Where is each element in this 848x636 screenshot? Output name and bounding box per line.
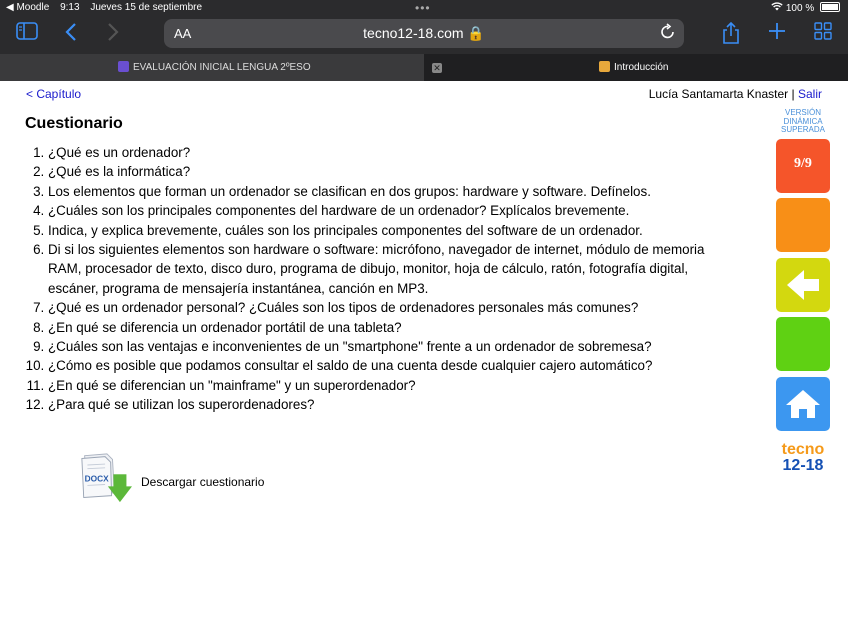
reload-icon[interactable] [660,23,676,46]
question-item: 7. ¿Qué es un ordenador personal? ¿Cuáles son los tipos de ordenadores personales más comunes? [48,298,738,317]
chapter-back-link[interactable]: < Capítulo [26,87,82,101]
question-list [25,143,738,415]
green-nav-button[interactable] [776,317,830,371]
new-tab-icon[interactable] [764,22,790,46]
page-title: Cuestionario [25,115,123,132]
user-info [649,87,822,101]
address-bar[interactable] [164,19,684,48]
version-line: SUPERADA [780,125,825,134]
tab-bar [0,54,848,81]
question-item: 5. Indica, y explica brevemente, cuáles son los principales componentes del software de un ordenador. [48,221,738,240]
status-time: 9:13 [60,2,80,13]
status-bar [0,0,848,16]
battery-icon [820,2,840,12]
home-icon [776,377,830,431]
back-to-app[interactable]: ◀ Moodle [6,2,50,13]
back-icon[interactable] [58,22,84,46]
logo-line2: 12-18 [782,457,824,474]
battery-percent: 100 % [785,3,815,14]
user-separator: | [791,87,795,101]
sidebar-icon[interactable] [14,22,40,46]
list-favicon-icon [118,61,129,72]
close-tab-icon[interactable]: ✕ [433,63,441,73]
status-right [771,2,840,14]
home-button[interactable] [776,377,830,431]
tab-label: EVALUACIÓN INICIAL LENGUA 2ºESO [133,62,311,73]
logo-line1: tecno [781,441,825,458]
progress-button[interactable]: 9/9 [776,139,830,193]
docx-download-icon[interactable] [78,452,134,504]
logout-link[interactable]: Salir [797,87,822,101]
tabs-overview-icon[interactable] [810,22,836,46]
arrow-left-icon [776,258,830,312]
version-line: DINÁMICA [783,116,823,126]
browser-toolbar [0,16,848,54]
status-left [6,2,210,13]
reader-aa-button[interactable]: AA [174,26,192,41]
forward-icon[interactable] [100,22,126,46]
download-label[interactable]: Descargar cuestionario [141,475,265,489]
question-item: 3. Los elementos que forman un ordenador se clasifican en dos grupos: hardware y software. Defínelos. [48,182,738,201]
url-text[interactable]: tecno12-18.com 🔒 [363,25,485,41]
multitasking-dots-icon[interactable]: ••• [415,1,431,15]
tab-evaluacion[interactable] [0,54,424,81]
question-item: 1. ¿Qué es un ordenador? [48,143,738,162]
question-item: 8. ¿En qué se diferencia un ordenador portátil de una tableta? [48,318,738,337]
version-line: VERSIÓN [784,108,821,117]
grid-favicon-icon [599,61,610,72]
question-item: 4. ¿Cuáles son los principales componentes del hardware de un ordenador? Explícalos brevemente. [48,201,738,220]
question-item: 6. Di si los siguientes elementos son hardware o software: micrófono, navegador de internet, módulo de memoria RAM, procesador de texto, disco duro, programa de dibujo, monitor, hoja de cálculo, ratón, fotografía digital, escáner, programa de mensajería instantánea, canción en MP3. [48,240,738,298]
version-note [776,109,830,135]
user-name: Lucía Santamarta Knaster [648,87,789,101]
share-icon[interactable] [718,22,744,46]
tab-label: Introducción [614,62,669,73]
question-item: 2. ¿Qué es la informática? [48,162,738,181]
tecno-logo[interactable] [776,442,830,474]
back-button[interactable] [776,258,830,312]
question-item: 10. ¿Cómo es posible que podamos consultar el saldo de una cuenta desde cualquier cajero automático? [48,356,738,375]
question-item: 12. ¿Para qué se utilizan los superordenadores? [48,395,738,414]
svg-text:DOCX: DOCX [84,473,109,484]
wifi-icon [771,3,786,14]
question-item: 11. ¿En qué se diferencian un "mainframe" y un superordenador? [48,376,738,395]
question-item: 9. ¿Cuáles son las ventajas e inconvenientes de un "smartphone" frente a un ordenador de sobremesa? [48,337,738,356]
tab-introduccion[interactable] [424,54,848,81]
status-date: Jueves 15 de septiembre [90,2,203,13]
orange-nav-button[interactable] [776,198,830,252]
